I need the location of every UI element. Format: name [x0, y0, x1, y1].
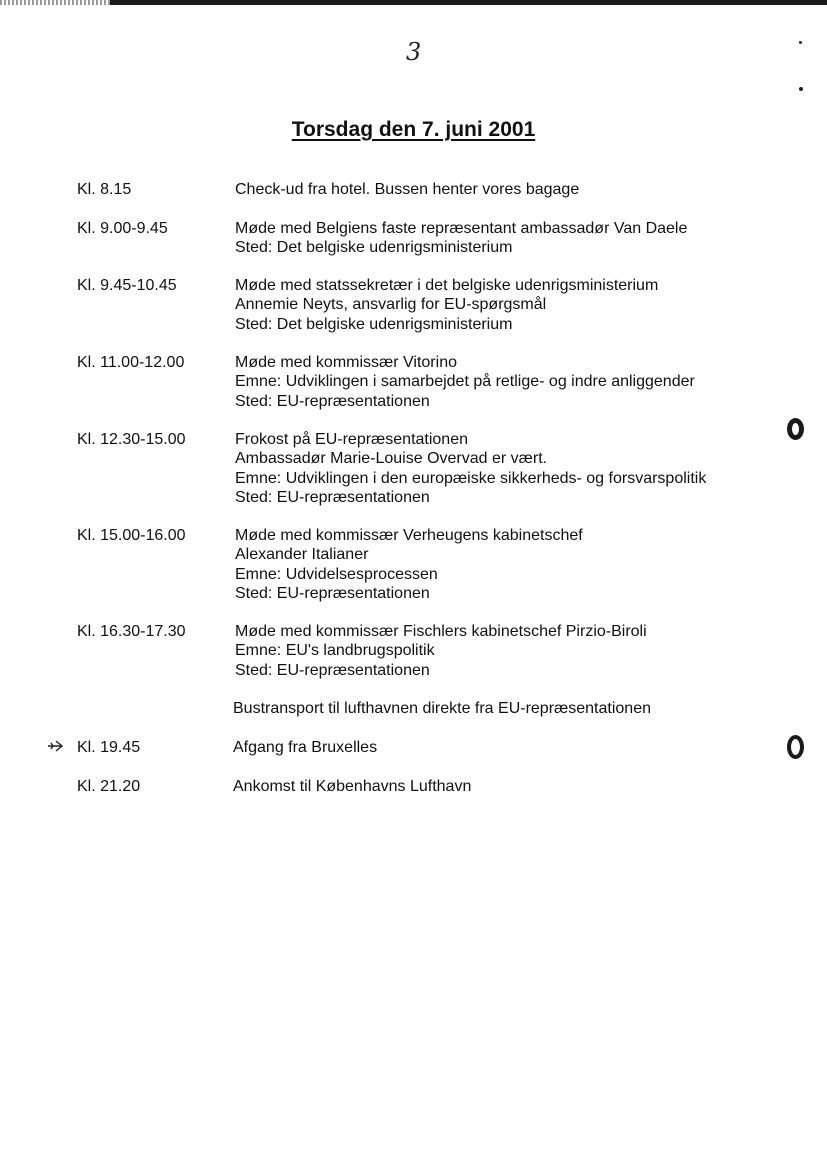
schedule-line: Møde med kommissær Verheugens kabinetschef — [235, 527, 583, 544]
top-scan-border-dotted — [0, 0, 110, 5]
scan-speck — [799, 87, 803, 91]
schedule-details — [235, 219, 820, 258]
schedule-time: Kl. 9.00-9.45 — [77, 220, 168, 237]
flight-details — [233, 738, 818, 757]
flight-time: Kl. 21.20 — [77, 778, 141, 795]
schedule-line: Sted: EU-repræsentationen — [235, 661, 430, 679]
schedule-line: Møde med kommissær Vitorino — [235, 354, 457, 371]
schedule-time: Kl. 15.00-16.00 — [77, 527, 186, 544]
schedule-line: Møde med statssekretær i det belgiske udenrigsministerium — [235, 277, 659, 294]
schedule-line: Møde med Belgiens faste repræsentant ambassadør Van Daele — [235, 220, 688, 237]
top-scan-border — [0, 0, 827, 5]
schedule-line: Sted: Det belgiske udenrigsministerium — [235, 239, 513, 257]
flight-time: Kl. 19.45 — [77, 739, 141, 756]
plane-icon — [47, 739, 63, 753]
schedule-details — [235, 622, 820, 680]
flight-line: Ankomst til Københavns Lufthavn — [233, 778, 472, 795]
schedule-line: Sted: EU-repræsentationen — [235, 489, 430, 507]
schedule-details — [235, 180, 820, 199]
schedule-line: Sted: EU-repræsentationen — [235, 585, 430, 603]
schedule-details — [235, 276, 820, 334]
schedule-time: Kl. 11.00-12.00 — [77, 354, 185, 371]
scan-speck — [799, 41, 802, 44]
schedule-details — [235, 526, 820, 604]
binder-hole-icon — [787, 735, 804, 759]
flight-details — [233, 777, 818, 796]
schedule-time: Kl. 8.15 — [77, 181, 132, 198]
schedule-line: Emne: Udviklingen i den europæiske sikkerheds- og forsvarspolitik — [235, 469, 707, 487]
schedule-line: Emne: EU's landbrugspolitik — [235, 642, 435, 660]
schedule-line: Annemie Neyts, ansvarlig for EU-spørgsmål — [235, 296, 547, 314]
schedule-line: Frokost på EU-repræsentationen — [235, 431, 468, 448]
schedule-line: Check-ud fra hotel. Bussen henter vores bagage — [235, 181, 580, 198]
schedule-line: Ambassadør Marie-Louise Overvad er vært. — [235, 450, 548, 468]
flight-line: Afgang fra Bruxelles — [233, 739, 378, 756]
binder-hole-icon — [787, 418, 804, 440]
page-title: Torsdag den 7. juni 2001 — [291, 118, 536, 141]
page-number: 3 — [406, 38, 422, 66]
schedule-line: Alexander Italianer — [235, 546, 369, 564]
schedule-line: Sted: Det belgiske udenrigsministerium — [235, 315, 513, 333]
schedule-line: Sted: EU-repræsentationen — [235, 392, 430, 410]
schedule-time: Kl. 12.30-15.00 — [77, 431, 186, 448]
schedule-time: Kl. 9.45-10.45 — [77, 277, 177, 294]
transport-note: Bustransport til lufthavnen direkte fra EU-repræsentationen — [233, 700, 651, 717]
schedule-time: Kl. 16.30-17.30 — [77, 623, 186, 640]
schedule-line: Emne: Udvidelsesprocessen — [235, 565, 438, 583]
schedule-line: Emne: Udviklingen i samarbejdet på retlige- og indre anliggender — [235, 373, 695, 391]
schedule-details — [235, 430, 820, 508]
schedule-line: Møde med kommissær Fischlers kabinetschef Pirzio-Biroli — [235, 623, 647, 640]
schedule-details — [235, 353, 820, 411]
